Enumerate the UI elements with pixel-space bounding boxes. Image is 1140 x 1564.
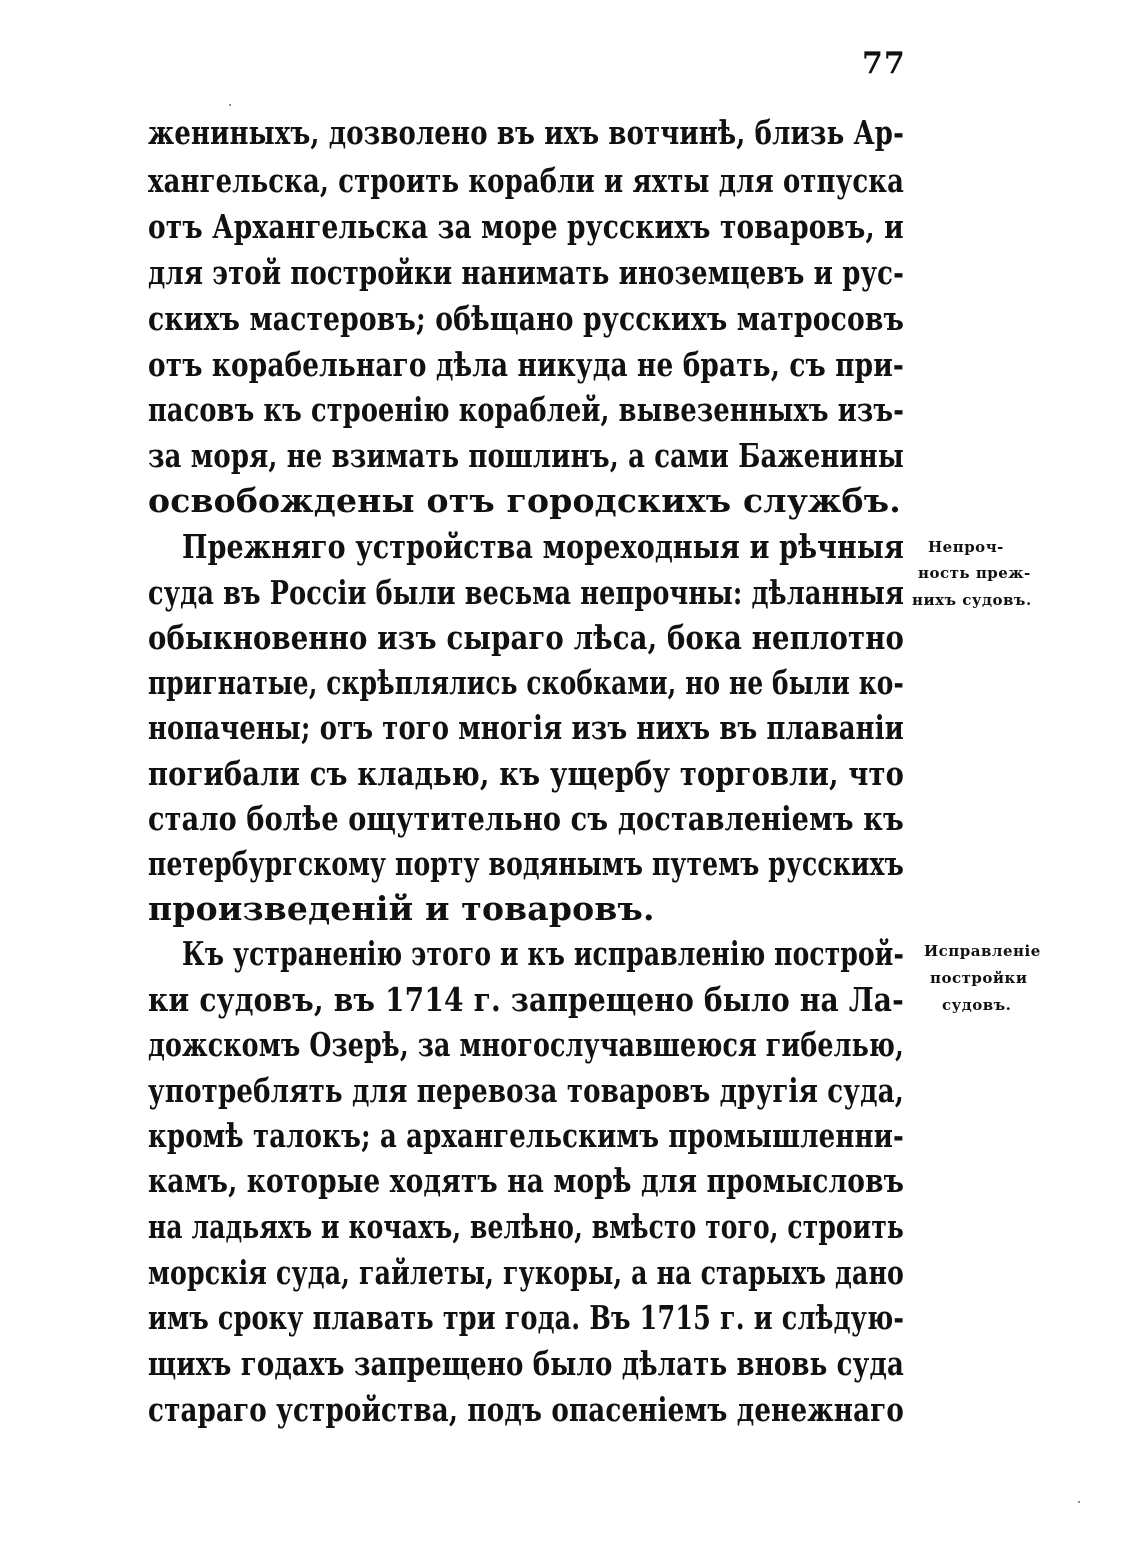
- text-line: петербургскому порту водянымъ путемъ русскихъ: [148, 844, 904, 883]
- text-line: освобождены отъ городскихъ службъ.: [148, 481, 901, 520]
- text-line: хангельска, строить корабли и яхты для отпуска: [148, 161, 905, 200]
- text-line: Прежняго устройства мореходныя и рѣчныя: [182, 527, 905, 566]
- text-line: обыкновенно изъ сыраго лѣса, бока неплотно: [148, 618, 904, 657]
- text-line: имъ сроку плавать три года. Въ 1715 г. и слѣдую-: [148, 1298, 905, 1337]
- text-line: дожскомъ Озерѣ, за многослучавшеюся гибелью,: [148, 1025, 904, 1064]
- text-line: отъ корабельнаго дѣла никуда не брать, съ при-: [148, 345, 904, 384]
- text-line: щихъ годахъ запрещено было дѣлать вновь суда: [148, 1344, 904, 1383]
- text-line: кромѣ талокъ; а архангельскимъ промышленни-: [148, 1116, 904, 1155]
- text-line: произведеній и товаровъ.: [148, 889, 655, 928]
- text-line: нопачены; отъ того многія изъ нихъ въ плаваніи: [148, 708, 904, 747]
- margin-note-line: Исправленіе: [924, 942, 1041, 960]
- text-line: жениныхъ, дозволено въ ихъ вотчинѣ, близь Ар-: [148, 113, 905, 152]
- page-number: 77: [862, 46, 906, 81]
- text-line: отъ Архангельска за море русскихъ товаровъ, и: [148, 207, 904, 246]
- text-line: употреблять для перевоза товаровъ другія суда,: [148, 1071, 904, 1110]
- text-line: суда въ Россіи были весьма непрочны: дѣланныя: [148, 573, 905, 612]
- scan-speck: [1078, 1501, 1080, 1503]
- margin-note-line: ность преж-: [918, 564, 1031, 582]
- text-line: Къ устраненію этого и къ исправленію построй-: [182, 934, 904, 973]
- margin-note-line: постройки: [930, 969, 1028, 987]
- text-line: камъ, которые ходятъ на морѣ для промысловъ: [148, 1161, 905, 1200]
- text-line: стараго устройства, подъ опасеніемъ денежнаго: [148, 1390, 904, 1429]
- text-line: для этой постройки нанимать иноземцевъ и рус-: [148, 253, 905, 292]
- text-line: погибали съ кладью, къ ущербу торговли, что: [148, 754, 905, 793]
- text-line: стало болѣе ощутительно съ доставленіемъ къ: [148, 799, 904, 838]
- margin-note-line: нихъ судовъ.: [912, 591, 1032, 609]
- scan-speck: [229, 104, 231, 106]
- text-line: ки судовъ, въ 1714 г. запрещено было на Ла-: [148, 980, 904, 1019]
- margin-note-line: Непроч-: [928, 538, 1004, 556]
- text-line: пригнатые, скрѣплялись скобками, но не были ко-: [148, 663, 904, 702]
- margin-note-line: судовъ.: [942, 996, 1012, 1014]
- text-line: на ладьяхъ и кочахъ, велѣно, вмѣсто того, строить: [148, 1207, 904, 1246]
- text-line: пасовъ къ строенію кораблей, вывезенныхъ изъ-: [148, 390, 904, 429]
- text-line: за моря, не взимать пошлинъ, а сами Баженины: [148, 436, 904, 475]
- text-line: скихъ мастеровъ; обѣщано русскихъ матросовъ: [148, 299, 905, 338]
- text-line: морскія суда, гайлеты, гукоры, а на старыхъ дано: [148, 1253, 904, 1292]
